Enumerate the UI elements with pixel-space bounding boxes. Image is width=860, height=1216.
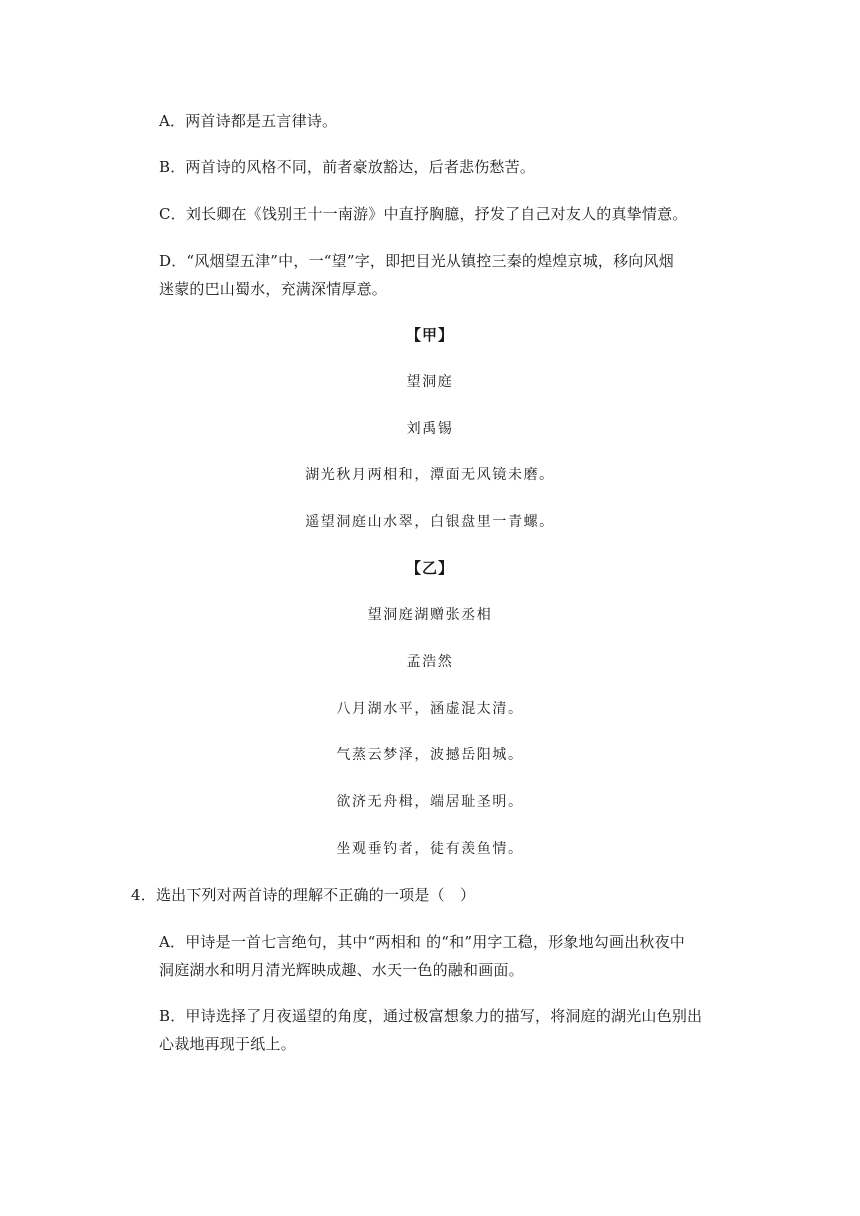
poem-yi-title: 望洞庭湖赠张丞相 xyxy=(367,607,493,623)
option-b: B．两首诗的风格不同，前者豪放豁达，后者悲伤愁苦。 xyxy=(159,158,536,176)
question-4-option-b-line-1: B．甲诗选择了月夜遥望的角度，通过极富想象力的描写，将洞庭的湖光山色别出 xyxy=(159,1007,703,1025)
option-d-line-2: 迷蒙的巴山蜀水，充满深情厚意。 xyxy=(159,280,388,298)
option-d-line-1: D．“风烟望五津”中，一“望”字，即把目光从镇控三秦的煌煌京城，移向风烟 xyxy=(159,252,674,270)
poem-jia-marker: 【甲】 xyxy=(405,326,454,344)
question-4-stem: 4．选出下列对两首诗的理解不正确的一项是（ ） xyxy=(131,886,476,904)
poem-jia-line-1: 湖光秋月两相和，潭面无风镜未磨。 xyxy=(305,467,555,483)
poem-jia-author: 刘禹锡 xyxy=(406,421,454,437)
poem-yi-line-4: 坐观垂钓者，徒有羡鱼情。 xyxy=(336,841,524,857)
option-a: A．两首诗都是五言律诗。 xyxy=(159,112,338,130)
poem-jia-title: 望洞庭 xyxy=(406,374,454,390)
option-c: C．刘长卿在《饯别王十一南游》中直抒胸臆，抒发了自己对友人的真挚情意。 xyxy=(159,205,688,223)
question-4-option-a-line-2: 洞庭湖水和明月清光辉映成趣、水天一色的融和画面。 xyxy=(159,961,524,979)
question-4-option-b-line-2: 心裁地再现于纸上。 xyxy=(159,1035,296,1053)
poem-yi-author: 孟浩然 xyxy=(406,654,454,670)
poem-yi-line-3: 欲济无舟楫，端居耻圣明。 xyxy=(336,794,524,810)
question-4-option-a-line-1: A．甲诗是一首七言绝句，其中“两相和 的“和”用字工稳，形象地勾画出秋夜中 xyxy=(159,933,686,951)
poem-jia-line-2: 遥望洞庭山水翠，白银盘里一青螺。 xyxy=(305,514,555,530)
poem-yi-line-1: 八月湖水平，涵虚混太清。 xyxy=(336,701,524,717)
poem-yi-marker: 【乙】 xyxy=(405,559,454,577)
poem-yi-line-2: 气蒸云梦泽，波撼岳阳城。 xyxy=(336,747,524,763)
